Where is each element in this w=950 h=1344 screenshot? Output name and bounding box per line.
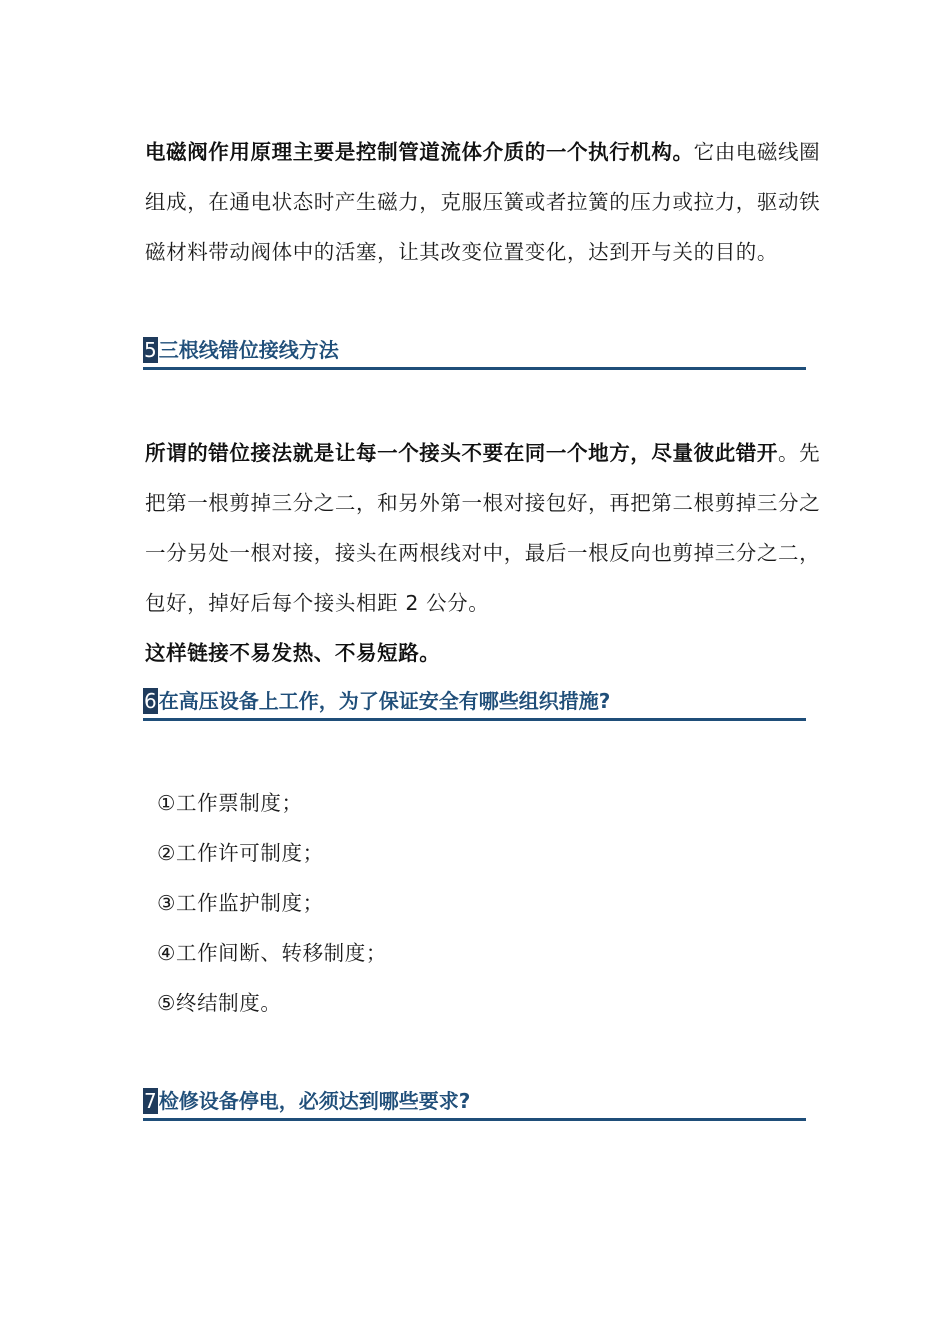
section-6-number: 6 xyxy=(144,689,157,713)
section-6-title: 在高压设备上工作，为了保证安全有哪些组织措施? xyxy=(158,689,611,713)
intro-bold-lead: 电磁阀作用原理主要是控制管道流体介质的一个执行机构。 xyxy=(145,140,694,164)
intro-body: 它由电磁线圈组成，在通电状态时产生磁力，克服压簧或者拉簧的压力或拉力，驱动铁磁材料带动阀体中的活塞，让其改变位置变化，达到开与关的目的。 xyxy=(145,140,821,264)
list-item: ②工作许可制度； xyxy=(157,841,324,865)
list-item: ①工作票制度； xyxy=(157,791,303,815)
section-7-heading xyxy=(143,1088,806,1121)
section-7-title: 检修设备停电，必须达到哪些要求? xyxy=(158,1089,471,1113)
section-5-body: 。先把第一根剪掉三分之二，和另外第一根对接包好，再把第二根剪掉三分之一分另处一根对接，接头在两根线对中，最后一根反向也剪掉三分之二，包好，掉好后每个接头相距 2 公分。 xyxy=(145,441,821,615)
section-7-number: 7 xyxy=(144,1089,157,1113)
list-item: ③工作监护制度； xyxy=(157,891,324,915)
section-5-title: 三根线错位接线方法 xyxy=(158,338,339,362)
section-5-bold-lead: 所谓的错位接法就是让每一个接头不要在同一个地方，尽量彼此错开 xyxy=(145,441,778,465)
section-5-number: 5 xyxy=(144,338,157,362)
section-5-bold-tail: 这样链接不易发热、不易短路。 xyxy=(145,641,441,665)
list-item: ⑤终结制度。 xyxy=(157,991,282,1015)
list-item: ④工作间断、转移制度； xyxy=(157,941,387,965)
section-5-paragraph xyxy=(145,428,825,678)
section-5-heading xyxy=(143,337,806,370)
section-6-list xyxy=(157,778,387,1028)
intro-paragraph xyxy=(145,127,825,277)
section-6-heading xyxy=(143,688,806,721)
